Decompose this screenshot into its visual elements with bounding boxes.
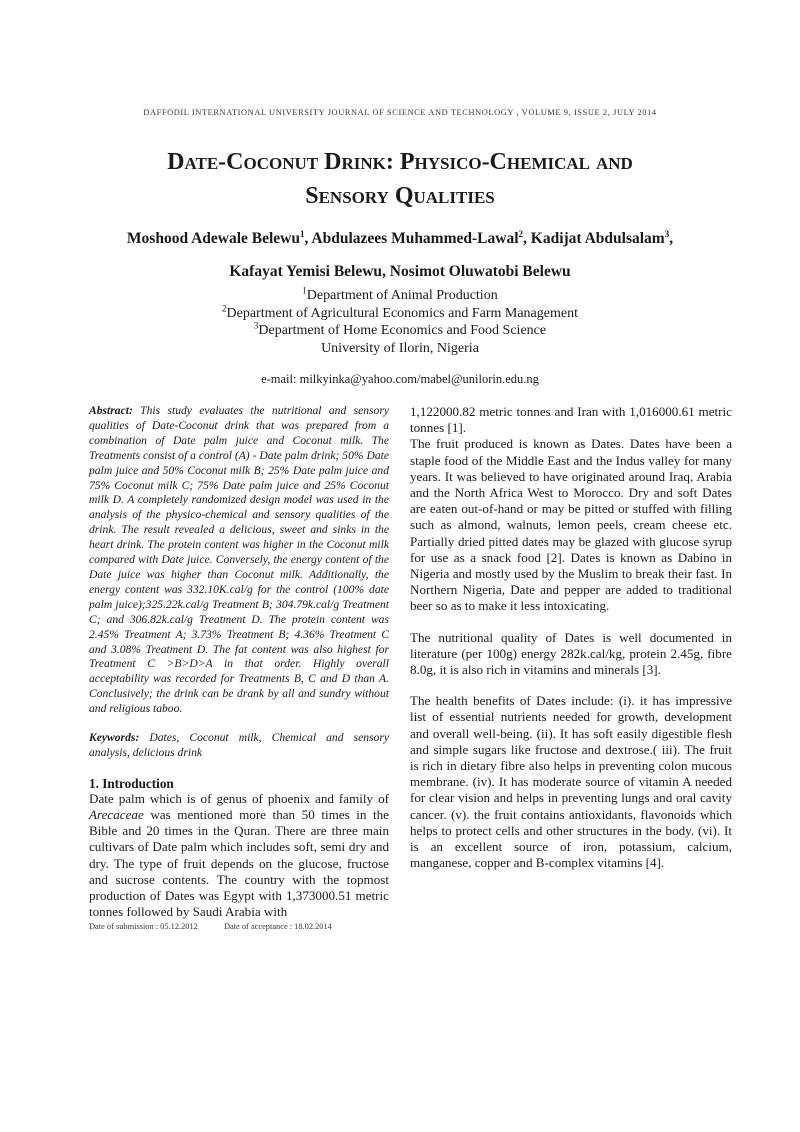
- submission-date: Date of submission : 05.12.2012: [89, 922, 198, 932]
- keywords-label: Keywords:: [89, 731, 140, 745]
- abstract-label: Abstract:: [89, 404, 133, 417]
- affiliation-1: [60, 287, 740, 305]
- author-2: Abdulazees Muhammed-Lawal: [311, 230, 519, 247]
- author-3-sup: 3: [664, 228, 670, 239]
- affiliation-2-sup: 2: [222, 302, 227, 313]
- affiliation-2: [60, 302, 740, 323]
- author-list: [40, 222, 760, 288]
- keywords-text: Dates, Coconut milk, Chemical and sensory analysis, delicious drink: [89, 731, 389, 759]
- running-header: DAFFODIL INTERNATIONAL UNIVERSITY JOURNAL OF SCIENCE AND TECHNOLOGY , VOLUME 9, ISSUE 2, JULY 2014: [143, 108, 657, 117]
- intro-text-italic: Arecaceae: [89, 807, 144, 823]
- right-paragraph-3: The health benefits of Dates include: (i). it has impressive list of essential nutrients needed for growth, development and overall well-being. (ii). It has soft easily digestible flesh and simple sugars like fructose and dextrose.( iii). The fruit is rich in dietary fibre also helps in preventing colon mucous membrane. (iv). It has moderate source of vitamin A needed for clear vision and helps in preventing lungs and oral cavity cancer. (v). the fruit contains antioxidants, flavonoids which helps to protect cells and other structures in the body. (vi). It is an excellent source of iron, potassium, calcium, manganese, copper and B-complex vitamins [4].: [410, 693, 732, 871]
- right-column: [410, 404, 732, 886]
- affiliation-3-text: Department of Home Economics and Food Science: [258, 323, 547, 338]
- author-line-1: Moshood Adewale Belewu$^1$, Abdulazees Muhammed-Lawal$^2$, Kadijat Abdulsalam$^3$,: [126, 228, 674, 247]
- introduction-paragraph: [89, 791, 389, 921]
- intro-text-a: Date palm which is of genus of phoenix and family of: [89, 790, 389, 806]
- right-paragraph-0: 1,122000.82 metric tonnes and Iran with 1,016000.61 metric tonnes [1].: [410, 404, 732, 436]
- affiliation-4: [60, 340, 740, 358]
- affiliation-1-text: Department of Animal Production: [306, 288, 498, 303]
- affiliations: [60, 287, 740, 357]
- affiliation-1-sup: 1: [302, 285, 307, 296]
- section-heading-introduction: 1. Introduction: [89, 775, 174, 791]
- acceptance-date: Date of acceptance : 18.02.2014: [223, 922, 332, 932]
- paper-title: [60, 145, 740, 213]
- title-line-1: Date-Coconut Drink: Physico-Chemical and: [167, 149, 633, 175]
- author-1-sup: 1: [300, 228, 305, 239]
- left-column: [89, 404, 389, 931]
- abstract: [89, 404, 389, 717]
- author-1: Moshood Adewale Belewu: [126, 230, 300, 247]
- keywords: [89, 731, 389, 761]
- affiliation-3-sup: 3: [253, 320, 259, 331]
- affiliation-2-text: Department of Agricultural Economics and Farm Management: [226, 305, 578, 321]
- author-line-2: Kafayat Yemisi Belewu, Nosimot Oluwatobi Belewu: [229, 263, 571, 280]
- author-email: e-mail: milkyinka@yahoo.com/mabel@unilorin.edu.ng: [261, 372, 539, 386]
- affiliation-3: [60, 322, 740, 340]
- right-paragraph-1: The fruit produced is known as Dates. Dates have been a staple food of the Middle East and the Indus valley for many years. It was believed to have originated around Iraq, Arabia and the North Africa West to Morocco. Dry and soft Dates are eaten out-of-hand or may be pitted or stuffed with filling such as almond, walnuts, lemon peels, cream cheese etc. Partially dried pitted dates may be glazed with glucose syrup for use as a snack food [2]. Dates is known as Dabino in Nigeria and mostly used by the Muslim to break their fast. In Northern Nigeria, Date and pepper are added to traditional beer so as to make it less intoxicating.: [410, 436, 732, 614]
- author-3: Kadijat Abdulsalam: [530, 230, 665, 247]
- abstract-text: This study evaluates the nutritional and sensory qualities of Date-Coconut drink that was prepared from a combination of Date palm juice and Coconut milk. The Treatments consist of a control (A) - Date palm drink; 50% Date palm juice and 50% Coconut milk B; 25% Date palm juice and 75% Coconut milk C; 75% Date palm juice and 25% Coconut milk D. A completely randomized design model was used in the analysis of the physico-chemical and sensory qualities of the drink. The result revealed a delicious, sweet and sinks in the heart drink. The protein content was higher in the Coconut milk compared with Date juice. Conversely, the energy content of the Date juice was higher than Coconut milk. Additionally, the energy content was 332.10K.cal/g for the control (100% date palm juice);325.22k.cal/g Treatment B; 304.79k.cal/g Treatment C; and 306.82k.cal/g Treatment D. The protein content was 2.45% Treatment A; 3.73% Treatment B; 4.36% Treatment C and 3.08% Treatment D. The fat content was also highest for Treatment C >B>D>A in that order. Highly overall acceptability was recorded for Treatments B, C and D than A. Conclusively; the drink can be drank by all and sundry without and religious taboo.: [89, 404, 389, 716]
- intro-text-b: was mentioned more than 50 times in the Bible and 20 times in the Quran. There are three main cultivars of Date palm which includes soft, semi dry and dry. The type of fruit depends on the glucose, fructose and sucrose contents. The country with the topmost production of Dates was Egypt with 1,373000.51 metric tonnes followed by Saudi Arabia with: [89, 807, 389, 920]
- title-line-2: Sensory Qualities: [305, 183, 495, 209]
- author-2-sup: 2: [518, 228, 524, 239]
- submission-footnote: [89, 922, 389, 931]
- affiliation-4-text: University of Ilorin, Nigeria: [321, 340, 479, 356]
- right-paragraph-2: The nutritional quality of Dates is well documented in literature (per 100g) energy 282k.cal/kg, protein 2.45g, fibre 8.0g, it is also rich in vitamins and minerals [3].: [410, 629, 732, 678]
